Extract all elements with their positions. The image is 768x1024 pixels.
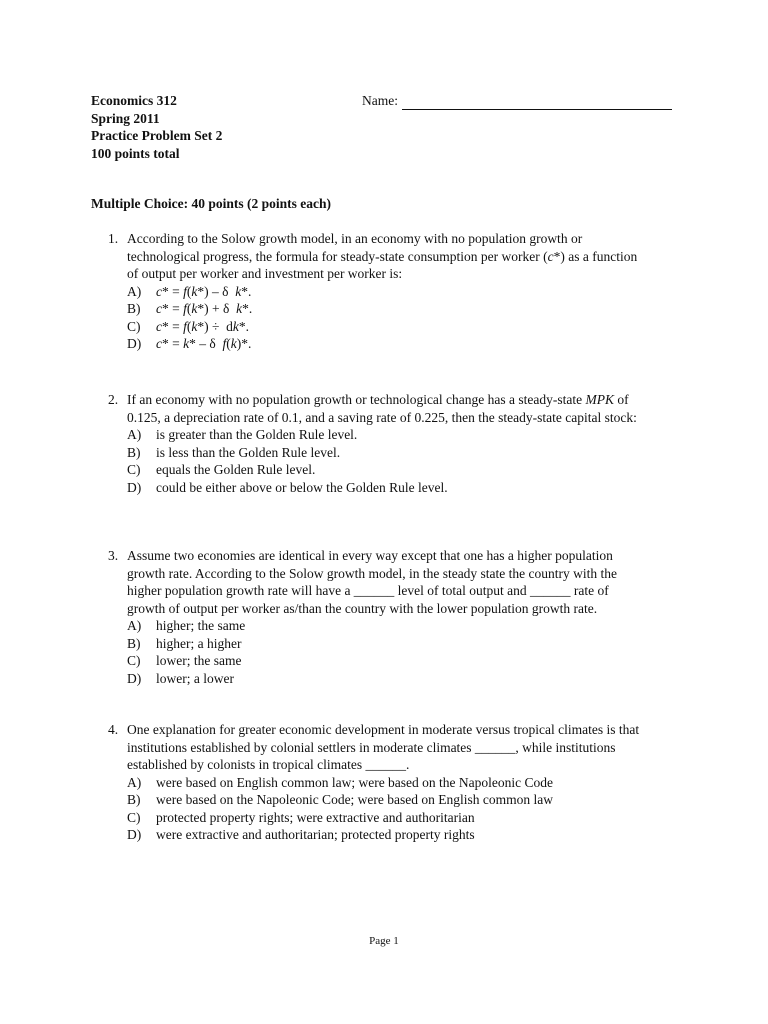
question-text: Assume two economies are identical in every way except that one has a higher population growth rate. According to the Solow growth model, in the steady state the country with the higher population growth rate will have a ______ level of total output and ______ rate of growth of output per worker as/than the country with the lower population growth rate. <box>127 548 618 616</box>
option-b: B) were based on the Napoleonic Code; were based on English common law <box>127 792 554 807</box>
option-text: higher; the same <box>156 618 246 633</box>
page-number: Page 1 <box>369 935 399 947</box>
option-a: A) c* = f(k*) – δ k*. <box>127 283 252 299</box>
option-text: c* = f(k*) – δ k*. <box>156 283 252 299</box>
name-blank-line <box>402 96 672 110</box>
option-d: D) were extractive and authoritarian; protected property rights <box>127 827 475 842</box>
question-2 <box>108 391 648 496</box>
name-label: Name: <box>362 93 398 108</box>
option-d: D) c* = k* – δ f(k)*. <box>127 336 252 351</box>
section-title: Multiple Choice: 40 points (2 points each) <box>91 196 332 211</box>
problem-set-title: Practice Problem Set 2 <box>91 128 223 143</box>
option-text: lower; a lower <box>156 670 234 686</box>
question-text: If an economy with no population growth or technological change has a steady-state MPK of 0.125, a depreciation rate of 0.1, and a saving rate of 0.225, then the steady-state capital stock: <box>127 392 637 425</box>
option-text: lower; the same <box>156 653 242 668</box>
option-d: D) lower; a lower <box>127 670 234 686</box>
option-text: were based on the Napoleonic Code; were based on English common law <box>156 792 554 807</box>
answer-options <box>127 426 648 496</box>
option-c: C) lower; the same <box>127 653 242 668</box>
course-title: Economics 312 <box>91 93 177 108</box>
document-header <box>91 92 222 162</box>
option-text: c* = f(k*) ÷ dk*. <box>156 318 250 334</box>
option-text: higher; a higher <box>156 635 242 651</box>
option-text: were extractive and authoritarian; protected property rights <box>156 827 475 842</box>
option-text: c* = k* – δ f(k)*. <box>156 336 252 351</box>
option-text: is less than the Golden Rule level. <box>156 444 341 460</box>
name-field <box>362 92 672 110</box>
question-text: One explanation for greater economic development in moderate versus tropical climates is that institutions established by colonial settlers in moderate climates ______, while institutions established by colonists in tropical climates ______. <box>127 722 640 772</box>
question-3 <box>108 547 648 687</box>
option-c: C) protected property rights; were extractive and authoritarian <box>127 809 475 825</box>
option-c: C) c* = f(k*) ÷ dk*. <box>127 318 250 334</box>
question-number: 2. <box>108 392 119 407</box>
option-a: A) were based on English common law; were based on the Napoleonic Code <box>127 774 554 790</box>
answer-options <box>127 283 648 353</box>
option-text: were based on English common law; were based on the Napoleonic Code <box>156 774 554 790</box>
question-number: 1. <box>108 231 119 246</box>
points-total: 100 points total <box>91 145 180 161</box>
term: Spring 2011 <box>91 110 160 126</box>
option-c: C) equals the Golden Rule level. <box>127 462 316 477</box>
option-text: is greater than the Golden Rule level. <box>156 427 358 442</box>
option-text: c* = f(k*) + δ k*. <box>156 301 253 316</box>
question-number: 3. <box>108 548 119 563</box>
option-text: could be either above or below the Golden Rule level. <box>156 479 448 495</box>
option-text: equals the Golden Rule level. <box>156 462 316 477</box>
option-b: B) is less than the Golden Rule level. <box>127 444 341 460</box>
option-a: A) is greater than the Golden Rule level. <box>127 427 358 442</box>
option-d: D) could be either above or below the Golden Rule level. <box>127 479 448 495</box>
question-number: 4. <box>108 722 119 737</box>
answer-options <box>127 617 648 687</box>
answer-options <box>127 774 648 844</box>
question-1 <box>108 230 648 353</box>
option-b: B) c* = f(k*) + δ k*. <box>127 301 253 316</box>
question-4 <box>108 721 648 844</box>
option-text: protected property rights; were extractive and authoritarian <box>156 809 475 825</box>
question-text: According to the Solow growth model, in an economy with no population growth or technological progress, the formula for steady-state consumption per worker (c*) as a function of output per worker and investment per worker is: <box>127 231 638 281</box>
option-b: B) higher; a higher <box>127 635 242 651</box>
option-a: A) higher; the same <box>127 618 246 633</box>
